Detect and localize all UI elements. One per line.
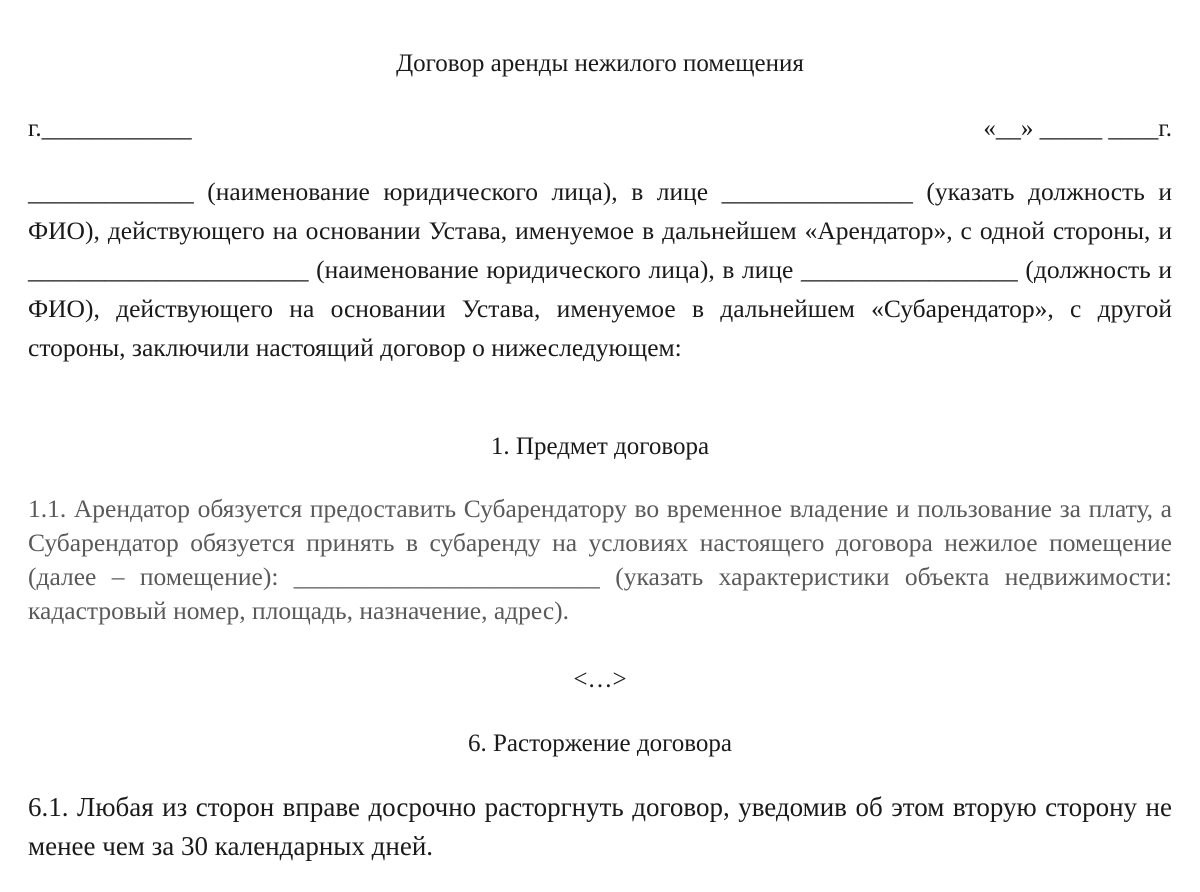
- intro-paragraph: _____________ (наименование юридического лица), в лице _______________ (указать должность и ФИО), действующего на основании Устава, именуемое в дальнейшем «Арендатор», с одной стороны, и ______________________ (наименование юридического лица), в лице _________________ (должность и ФИО), действующего на основании Устава, именуемое в дальнейшем «Субарендатор», с другой стороны, заключили настоящий договор о нижеследующем:: [28, 177, 1172, 362]
- date-field: «__» _____ ____г.: [983, 115, 1172, 142]
- place-field: г.____________: [28, 115, 192, 142]
- place-date-line: [28, 113, 1172, 145]
- omission-marker: <…>: [573, 666, 627, 693]
- section-1-heading: 1. Предмет договора: [490, 433, 710, 460]
- clause-6-1: 6.1. Любая из сторон вправе досрочно расторгнуть договор, уведомив об этом вторую сторону не менее чем за 30 календарных дней.: [28, 792, 1172, 861]
- section-6-heading: 6. Расторжение договора: [468, 730, 732, 757]
- document-title: Договор аренды нежилого помещения: [396, 50, 804, 77]
- clause-1-1: 1.1. Арендатор обязуется предоставить Субарендатору во временное владение и пользование за плату, а Субарендатор обязуется принять в субаренду на условиях настоящего договора нежилое помещение (далее – помещение): ________________________ (указать характеристики объекта недвижимости: кадастровый номер, площадь, назначение, адрес).: [28, 494, 1172, 625]
